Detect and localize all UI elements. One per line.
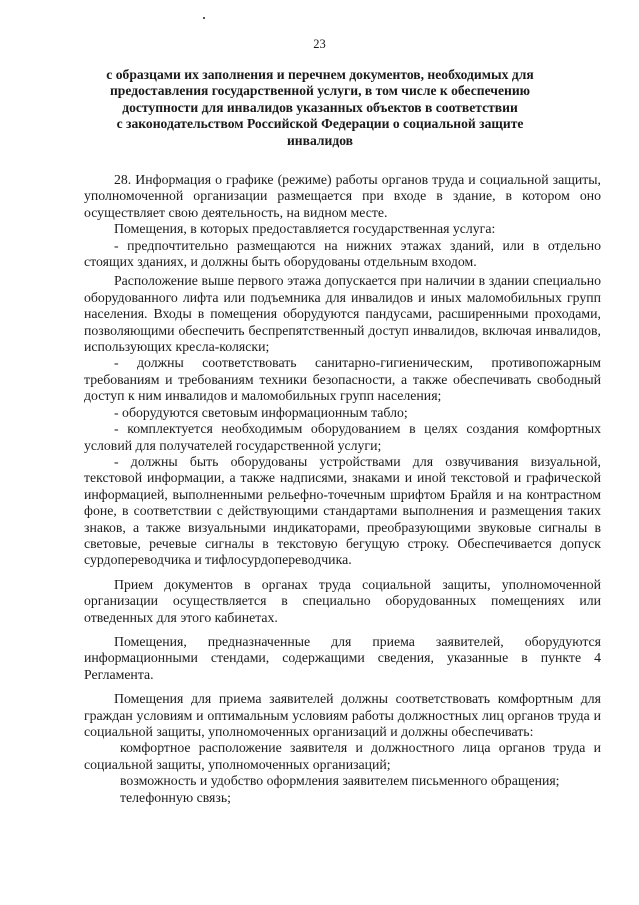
scan-mark bbox=[203, 17, 205, 19]
heading-line: доступности для инвалидов указанных объектов в соответствии bbox=[122, 99, 518, 115]
heading-line: инвалидов bbox=[286, 132, 354, 148]
heading-line: с законодательством Российской Федерации о социальной защите bbox=[116, 116, 524, 132]
heading-line: с образцами их заполнения и перечнем документов, необходимых для bbox=[106, 67, 534, 82]
paragraph-schedule-info: 28. Информация о графике (режиме) работы органов труда и социальной защиты, уполномоченной организации размещается при входе в здание, в котором оно осуществляет свою деятельность, на видном месте. bbox=[84, 172, 601, 220]
paragraph-upper-floor-access: Расположение выше первого этажа допускается при наличии в здании специально оборудованного лифта или подъемника для инвалидов и иных маломобильных групп населения. Входы в помещения оборудуются пандусами, расширенными проходами, позволяющими обеспечить беспрепятственный доступ инвалидов, включая инвалидов, использующих кресла-коляски; bbox=[84, 273, 601, 355]
heading-line: предоставления государственной услуги, в том числе к обеспечению bbox=[109, 83, 531, 99]
paragraph-comfortable-placement: комфортное расположение заявителя и должностного лица органов труда и социальной защиты, уполномоченных организаций; bbox=[84, 740, 601, 772]
paragraph-sanitary-requirements: - должны соответствовать санитарно-гигиеническим, противопожарным требованиям и требованиям техники безопасности, а также обеспечивать свободный доступ к ним инвалидов и маломобильных групп населения; bbox=[84, 355, 601, 404]
paragraph-phone: телефонную связь; bbox=[120, 789, 231, 805]
document-body bbox=[84, 172, 601, 806]
paragraph-premises-intro: Помещения, в которых предоставляется государственная услуга: bbox=[114, 221, 496, 237]
paragraph-accessibility-devices: - должны быть оборудованы устройствами для озвучивания визуальной, текстовой информации, а также надписями, знаками и иной текстовой и графической информацией, выполненными рельефно-точечным шрифтом Брайля и на контрастном фоне, в соответствии с действующими стандартами выполнения и размещения таких знаков, а также визуальными индикаторами, преобразующими звуковые сигналы в световые, речевые сигналы в текстовую бегущую строку. Обеспечивается допуск сурдопереводчика и тифлосурдопереводчика. bbox=[84, 453, 601, 568]
paragraph-lower-floors: - предпочтительно размещаются на нижних этажах зданий, или в отдельно стоящих зданиях, и должны быть оборудованы отдельным входом. bbox=[84, 237, 601, 270]
paragraph-light-board: - оборудуются световым информационным табло; bbox=[114, 404, 408, 420]
paragraph-document-reception: Прием документов в органах труда социальной защиты, уполномоченной организации осуществляется в специально оборудованных помещениях или отведенных для этого кабинетах. bbox=[84, 576, 601, 625]
paragraph-equipment: - комплектуется необходимым оборудованием в целях создания комфортных условий для получателей государственной услуги; bbox=[84, 421, 601, 453]
section-heading bbox=[100, 67, 540, 149]
paragraph-reception-conditions: Помещения для приема заявителей должны соответствовать комфортным для граждан условиям и оптимальным условиям работы должностных лиц органов труда и социальной защиты, уполномоченных организаций и должны обеспечивать: bbox=[84, 691, 601, 739]
paragraph-info-stands: Помещения, предназначенные для приема заявителей, оборудуются информационными стендами, содержащими сведения, указанные в пункте 4 Регламента. bbox=[84, 633, 601, 682]
page-number: 23 bbox=[313, 37, 326, 51]
paragraph-written-request: возможность и удобство оформления заявителем письменного обращения; bbox=[120, 773, 560, 789]
